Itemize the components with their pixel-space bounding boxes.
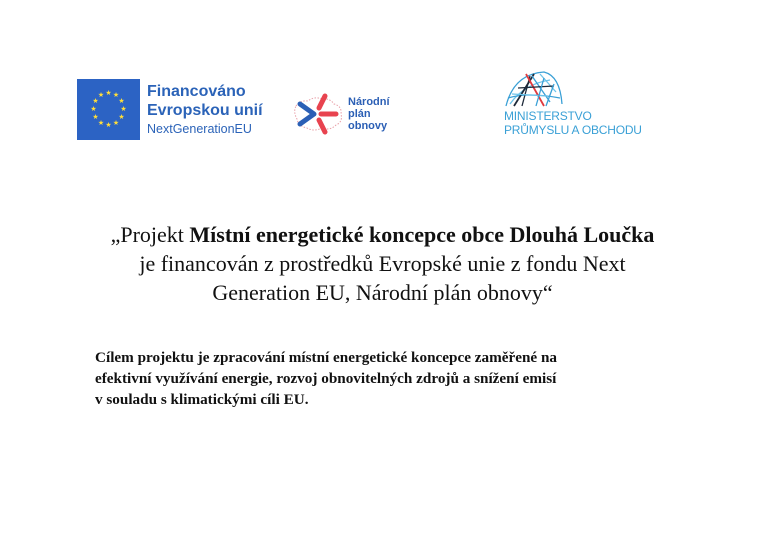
eu-flag-icon <box>77 79 140 140</box>
project-goal-paragraph <box>95 347 675 410</box>
ministry-logo-line2: PRŮMYSLU A OBCHODU <box>504 122 642 137</box>
svg-text:★: ★ <box>92 113 99 121</box>
svg-text:★: ★ <box>97 91 105 99</box>
project-name: Místní energetické koncepce obce Dlouhá Loučka <box>189 222 655 247</box>
goal-line1: Cílem projektu je zpracování místní energetické koncepce zaměřené na <box>95 349 557 366</box>
narodni-plan-obnovy-mark-icon <box>292 92 344 136</box>
eu-logo-line2: Evropskou unií <box>147 102 263 119</box>
ministry-logo <box>504 68 642 138</box>
eu-logo-text <box>147 82 263 137</box>
headline-line1 <box>40 220 725 249</box>
svg-text:★: ★ <box>112 119 120 127</box>
svg-text:★: ★ <box>118 113 125 121</box>
svg-text:★: ★ <box>105 121 112 129</box>
headline-line2: je financován z prostředků Evropské unie z fondu Next <box>139 251 626 276</box>
headline-line3: Generation EU, Národní plán obnovy“ <box>212 280 553 305</box>
goal-line3: v souladu s klimatickými cíli EU. <box>95 391 309 408</box>
eu-funding-logo <box>77 79 263 140</box>
svg-text:★: ★ <box>120 105 127 113</box>
svg-text:★: ★ <box>92 97 99 105</box>
svg-text:★: ★ <box>90 105 97 113</box>
svg-text:★: ★ <box>105 89 112 97</box>
eu-logo-line1: Financováno <box>147 82 246 100</box>
svg-text:★: ★ <box>118 97 125 105</box>
narodni-plan-obnovy-logo <box>292 92 390 136</box>
eu-logo-line3: NextGenerationEU <box>147 122 252 137</box>
npo-logo-line1: Národní <box>348 95 390 108</box>
headline-prefix: „Projekt <box>110 222 190 247</box>
svg-text:★: ★ <box>97 119 105 127</box>
npo-logo-line3: obnovy <box>348 120 388 133</box>
ministry-logo-text <box>504 110 642 138</box>
project-headline <box>40 220 725 307</box>
goal-line2: efektivní využívání energie, rozvoj obnovitelných zdrojů a snížení emisí <box>95 370 557 387</box>
npo-logo-text <box>348 96 390 133</box>
npo-logo-line2: plán <box>348 107 371 120</box>
ministry-globe-icon <box>504 68 564 108</box>
ministry-logo-line1: MINISTERSTVO <box>504 109 592 123</box>
svg-text:★: ★ <box>112 91 120 99</box>
